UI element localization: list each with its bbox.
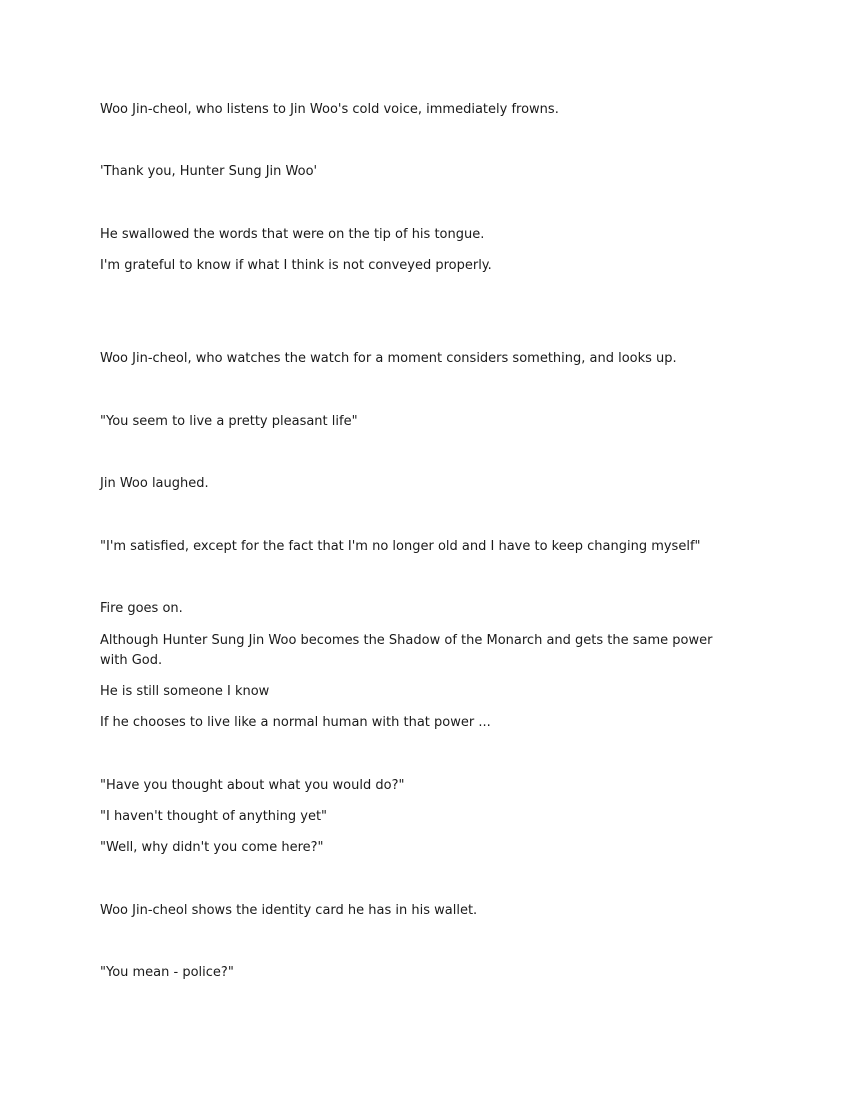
paragraph: Woo Jin-cheol, who listens to Jin Woo's cold voice, immediately frowns. bbox=[100, 102, 559, 117]
paragraph: "I'm satisfied, except for the fact that I'm no longer old and I have to keep changing myself" bbox=[100, 539, 701, 554]
paragraph: He is still someone I know bbox=[100, 684, 270, 699]
paragraph: Woo Jin-cheol shows the identity card he has in his wallet. bbox=[100, 903, 478, 918]
paragraph: Jin Woo laughed. bbox=[100, 476, 209, 491]
paragraph: Woo Jin-cheol, who watches the watch for a moment considers something, and looks up. bbox=[100, 351, 677, 366]
paragraph: "You seem to live a pretty pleasant life" bbox=[100, 414, 358, 429]
paragraph: "Well, why didn't you come here?" bbox=[100, 840, 324, 855]
paragraph: 'Thank you, Hunter Sung Jin Woo' bbox=[100, 164, 318, 179]
paragraph: He swallowed the words that were on the tip of his tongue. bbox=[100, 227, 485, 242]
paragraph: Although Hunter Sung Jin Woo becomes the Shadow of the Monarch and gets the same power with God. bbox=[100, 633, 713, 668]
paragraph: Fire goes on. bbox=[100, 601, 183, 616]
paragraph: "I haven't thought of anything yet" bbox=[100, 809, 328, 824]
paragraph: "You mean - police?" bbox=[100, 965, 234, 980]
paragraph: I'm grateful to know if what I think is not conveyed properly. bbox=[100, 258, 492, 273]
paragraph: "Have you thought about what you would do?" bbox=[100, 778, 405, 793]
paragraph: If he chooses to live like a normal human with that power ... bbox=[100, 715, 491, 730]
